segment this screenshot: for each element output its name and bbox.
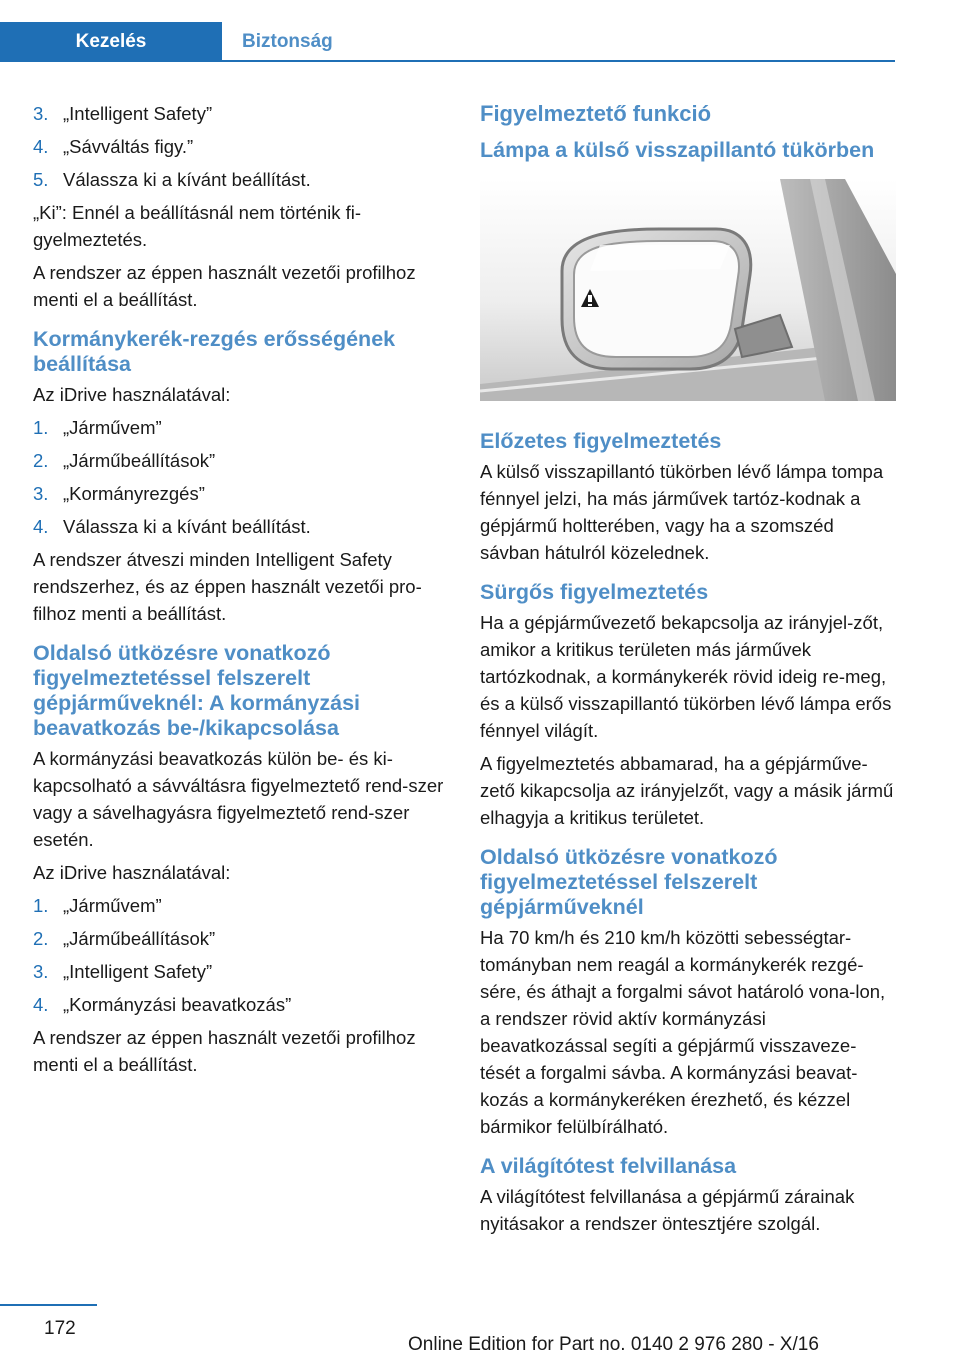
urgent-warning-heading: Sürgős figyelmeztetés [480,580,709,604]
step-text: „Járműbeállítások” [63,928,216,949]
step-number: 4. [33,994,49,1015]
list-item [33,166,447,193]
steering-intervention-heading: Oldalsó ütközésre vonatkozó figyelmeztetéssel felszerelt gépjárműveknél: A kormányzási beavatkozás be-/kikapcsolása [33,641,361,740]
steering-intervention-text: A kormányzási beavatkozás külön be- és ki-kapcsolható a sávváltásra figyelmeztető rend-szer vagy a sávelhagyásra figyelmeztető rend-szer esetén. [33,748,444,850]
light-flash-heading: A világítótest felvillanása [480,1154,737,1178]
tab-biztonsag[interactable]: Biztonság [222,22,895,62]
side-collision-text: Ha 70 km/h és 210 km/h közötti sebességtar-tományban nem reagál a kormánykerék rezgé-sére, és áthajt a forgalmi sávot határoló vona-lon, a rendszer rövid aktív kormányzási beavatkozással segíti a gépjármű visszaveze-tését a forgalmi sávba. A kormányzási beavat-kozás a kormánykeréken érezhető, és kézzel bármikor felülbírálható. [480,927,886,1137]
warning-stop-text: A figyelmeztetés abbamarad, ha a gépjárműve-zető kikapcsolja az irányjelzőt, vagy a másik jármű elhagyja a kritikus területet. [480,753,894,828]
step-text: Válassza ki a kívánt beállítást. [63,169,311,190]
step-number: 4. [33,136,49,157]
list-item [33,414,447,441]
off-setting-note: „Ki”: Ennél a beállításnál nem történik fi-gyelmeztetés. [33,202,362,250]
tab-kezeles[interactable]: Kezelés [0,22,222,62]
step-text: „Járművem” [63,417,162,438]
step-number: 1. [33,417,49,438]
step-text: „Intelligent Safety” [63,103,213,124]
intervention-steps-list [33,892,447,1018]
list-item [33,925,447,952]
step-text: „Sávváltás figy.” [63,136,194,157]
step-text: „Járműbeállítások” [63,450,216,471]
step-number: 1. [33,895,49,916]
intelligent-safety-text: A rendszer átveszi minden Intelligent Safety rendszerhez, és az éppen használt vezetői pro-filhoz menti a beállítást. [33,549,422,624]
page-number: 172 [44,1318,76,1339]
list-item [33,892,447,919]
profile-save-text-2: A rendszer az éppen használt vezetői profilhoz menti el a beállítást. [33,1027,416,1075]
list-item [33,133,447,160]
profile-save-text: A rendszer az éppen használt vezetői profilhoz menti el a beállítást. [33,262,416,310]
step-text: Válassza ki a kívánt beállítást. [63,516,311,537]
right-column [480,100,896,1243]
step-number: 5. [33,169,49,190]
steering-vibration-heading: Kormánykerék-rezgés erősségének beállítása [33,327,396,376]
early-warning-heading: Előzetes figyelmeztetés [480,429,722,453]
side-collision-heading: Oldalsó ütközésre vonatkozó figyelmeztetéssel felszerelt gépjárműveknél [480,845,778,919]
list-item [33,513,447,540]
list-item [33,480,447,507]
list-item [33,958,447,985]
step-text: „Kormányzási beavatkozás” [63,994,292,1015]
footer-edition: Online Edition for Part no. 0140 2 976 280 - X/16 [408,1334,819,1355]
list-item [33,447,447,474]
settings-steps-list [33,100,447,193]
urgent-warning-text: Ha a gépjárművezető bekapcsolja az irányjel-zőt, amikor a kritikus területen más járművek tartózkodnak, a kormánykerék rövid ideig re-meg, és a külső visszapillantó tükörben lévő lámpa erős fénnyel világít. [480,612,892,741]
mirror-lamp-illustration [480,179,896,401]
section-tabs [0,22,895,62]
step-text: „Intelligent Safety” [63,961,213,982]
step-number: 3. [33,483,49,504]
vibration-steps-list [33,414,447,540]
list-item [33,100,447,127]
idrive-intro-2: Az iDrive használatával: [33,862,231,883]
list-item [33,991,447,1018]
light-flash-text: A világítótest felvillanása a gépjármű zárainak nyitásakor a rendszer öntesztjére szolgál. [480,1186,855,1234]
step-text: „Járművem” [63,895,162,916]
idrive-intro: Az iDrive használatával: [33,384,231,405]
step-number: 4. [33,516,49,537]
tab-underline [222,60,895,62]
step-number: 3. [33,103,49,124]
mirror-lamp-heading: Lámpa a külső visszapillantó tükörben [480,138,875,162]
page-number-rule [0,1304,97,1306]
step-text: „Kormányrezgés” [63,483,205,504]
step-number: 2. [33,450,49,471]
left-column [33,100,447,1084]
step-number: 3. [33,961,49,982]
warning-function-title: Figyelmeztető funkció [480,101,712,126]
early-warning-text: A külső visszapillantó tükörben lévő lámpa tompa fénnyel jelzi, ha más járművek tartóz-kodnak a gépjármű holtterében, vagy ha a szomszéd sávban hátulról közelednek. [480,461,884,563]
step-number: 2. [33,928,49,949]
